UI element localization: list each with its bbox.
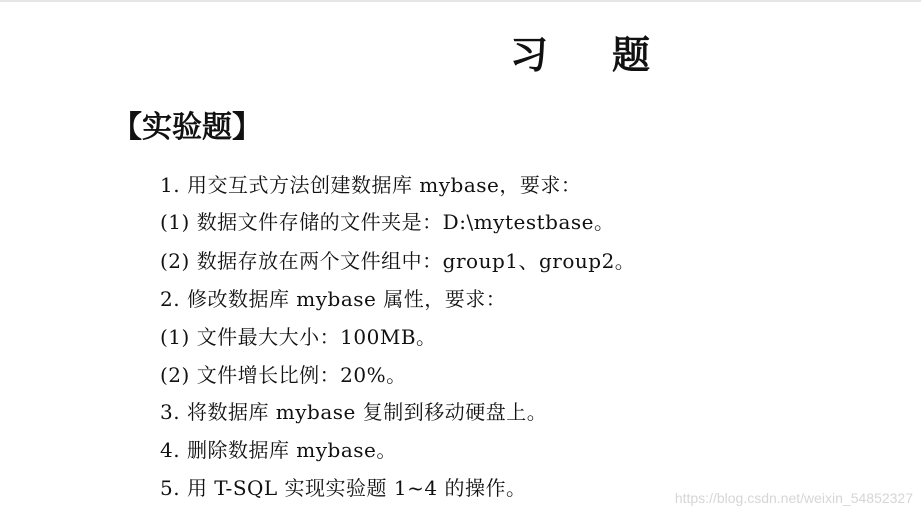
- exercise-subitem-1-2: (2) 数据存放在两个文件组中：group1、group2。: [160, 249, 636, 273]
- exercise-item-2: 2. 修改数据库 mybase 属性，要求：: [160, 287, 507, 311]
- page-title: 习题: [510, 32, 715, 77]
- exercise-subitem-2-1: (1) 文件最大大小：100MB。: [160, 325, 437, 349]
- watermark: https://blog.csdn.net/weixin_54852327: [674, 490, 913, 506]
- exercise-subitem-2-2: (2) 文件增长比例：20%。: [160, 363, 407, 387]
- top-border: [0, 0, 921, 2]
- exercise-item-4: 4. 删除数据库 mybase。: [160, 438, 397, 462]
- exercise-item-3: 3. 将数据库 mybase 复制到移动硬盘上。: [160, 400, 548, 424]
- exercise-item-1: 1. 用交互式方法创建数据库 mybase，要求：: [160, 173, 582, 197]
- exercise-item-5: 5. 用 T-SQL 实现实验题 1~4 的操作。: [160, 476, 527, 500]
- exercise-subitem-1-1: (1) 数据文件存储的文件夹是：D:\mytestbase。: [160, 210, 615, 234]
- section-heading: 【实验题】: [112, 110, 262, 145]
